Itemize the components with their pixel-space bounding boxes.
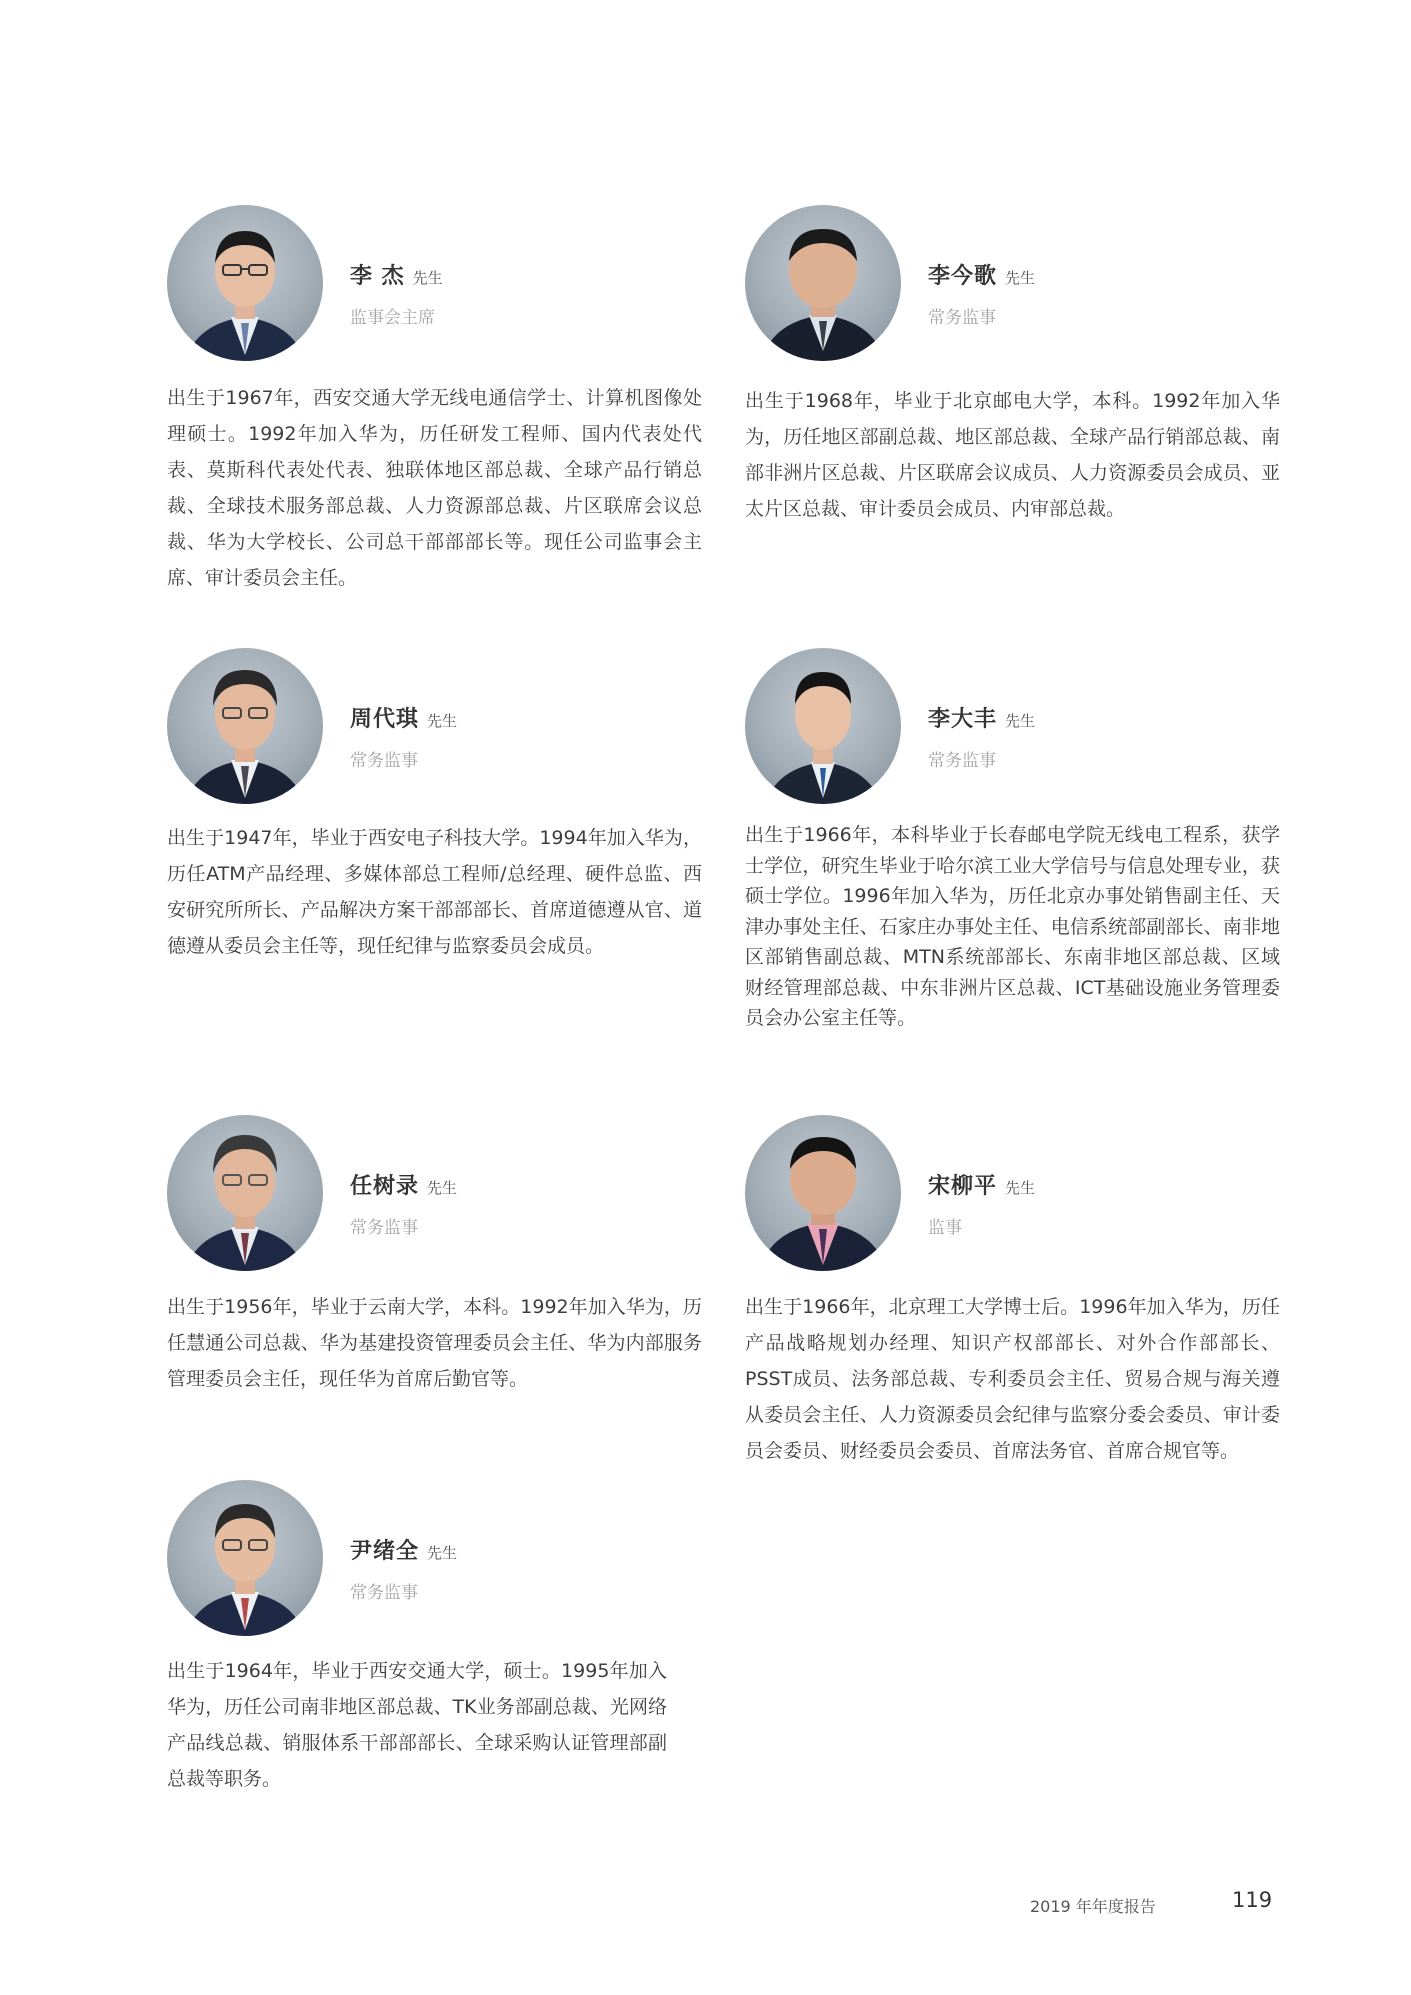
member-role: 常务监事 [350, 1583, 418, 1603]
portrait-photo [167, 1480, 323, 1636]
member-bio: 出生于1966年，本科毕业于长春邮电学院无线电工程系，获学士学位，研究生毕业于哈尔滨工业大学信号与信息处理专业，获硕士学位。1996年加入华为，历任北京办事处销售副主任、天津办事处主任、石家庄办事处主任、电信系统部副部长、南非地区部销售副总裁、MTN系统部部长、东南非地区部总裁、区域财经管理部总裁、中东非洲片区总裁、ICT基础设施业务管理委员会办公室主任等。 [745, 824, 1280, 1029]
member-honorific: 先生 [427, 712, 458, 730]
member-name: 李大丰 [928, 707, 998, 732]
portrait-photo [745, 1115, 901, 1271]
member-role: 常务监事 [350, 1218, 418, 1238]
member-honorific: 先生 [1005, 1179, 1036, 1197]
member-name: 周代琪 [350, 707, 420, 732]
member-role: 常务监事 [928, 308, 996, 328]
member-bio: 出生于1964年，毕业于西安交通大学，硕士。1995年加入华为，历任公司南非地区部总裁、TK业务部副总裁、光网络产品线总裁、销服体系干部部部长、全球采购认证管理部副总裁等职务。 [167, 1660, 667, 1790]
member-name-line [350, 1169, 457, 1200]
member-name-line [350, 259, 443, 290]
member-honorific: 先生 [1005, 269, 1036, 287]
footer-report-title: 2019 年年度报告 [1030, 1897, 1156, 1916]
member-honorific: 先生 [427, 1544, 458, 1562]
portrait-photo [167, 1115, 323, 1271]
member-name-line [928, 702, 1035, 733]
member-name: 任树录 [350, 1174, 420, 1199]
member-name-line [928, 1169, 1035, 1200]
member-name-line [928, 259, 1035, 290]
member-role: 常务监事 [928, 751, 996, 771]
member-bio: 出生于1956年，毕业于云南大学，本科。1992年加入华为，历任慧通公司总裁、华为基建投资管理委员会主任、华为内部服务管理委员会主任，现任华为首席后勤官等。 [167, 1296, 702, 1390]
member-name: 李今歌 [928, 264, 998, 289]
member-name: 李 杰 [350, 264, 405, 289]
member-role: 常务监事 [350, 751, 418, 771]
page-number: 119 [1232, 1888, 1273, 1912]
member-bio: 出生于1968年，毕业于北京邮电大学，本科。1992年加入华为，历任地区部副总裁、地区部总裁、全球产品行销部总裁、南部非洲片区总裁、片区联席会议成员、人力资源委员会成员、亚太片区总裁、审计委员会成员、内审部总裁。 [745, 390, 1280, 520]
member-bio: 出生于1967年，西安交通大学无线电通信学士、计算机图像处理硕士。1992年加入华为，历任研发工程师、国内代表处代表、莫斯科代表处代表、独联体地区部总裁、全球产品行销总裁、全球技术服务部总裁、人力资源部总裁、片区联席会议总裁、华为大学校长、公司总干部部部长等。现任公司监事会主席、审计委员会主任。 [167, 387, 702, 589]
member-role: 监事 [928, 1218, 962, 1238]
member-bio: 出生于1947年，毕业于西安电子科技大学。1994年加入华为，历任ATM产品经理、多媒体部总工程师/总经理、硬件总监、西安研究所所长、产品解决方案干部部部长、首席道德遵从官、道德遵从委员会主任等，现任纪律与监察委员会成员。 [167, 827, 702, 957]
member-honorific: 先生 [412, 269, 443, 287]
member-honorific: 先生 [1005, 712, 1036, 730]
member-name-line [350, 1534, 457, 1565]
portrait-photo [745, 205, 901, 361]
member-honorific: 先生 [427, 1179, 458, 1197]
member-name: 宋柳平 [928, 1174, 998, 1199]
member-role: 监事会主席 [350, 308, 435, 328]
portrait-photo [745, 648, 901, 804]
portrait-photo [167, 648, 323, 804]
member-name-line [350, 702, 457, 733]
member-name: 尹绪全 [350, 1539, 420, 1564]
portrait-photo [167, 205, 323, 361]
member-bio: 出生于1966年，北京理工大学博士后。1996年加入华为，历任产品战略规划办经理、知识产权部部长、对外合作部部长、PSST成员、法务部总裁、专利委员会主任、贸易合规与海关遵从委员会主任、人力资源委员会纪律与监察分委会委员、审计委员会委员、财经委员会委员、首席法务官、首席合规官等。 [745, 1296, 1280, 1462]
